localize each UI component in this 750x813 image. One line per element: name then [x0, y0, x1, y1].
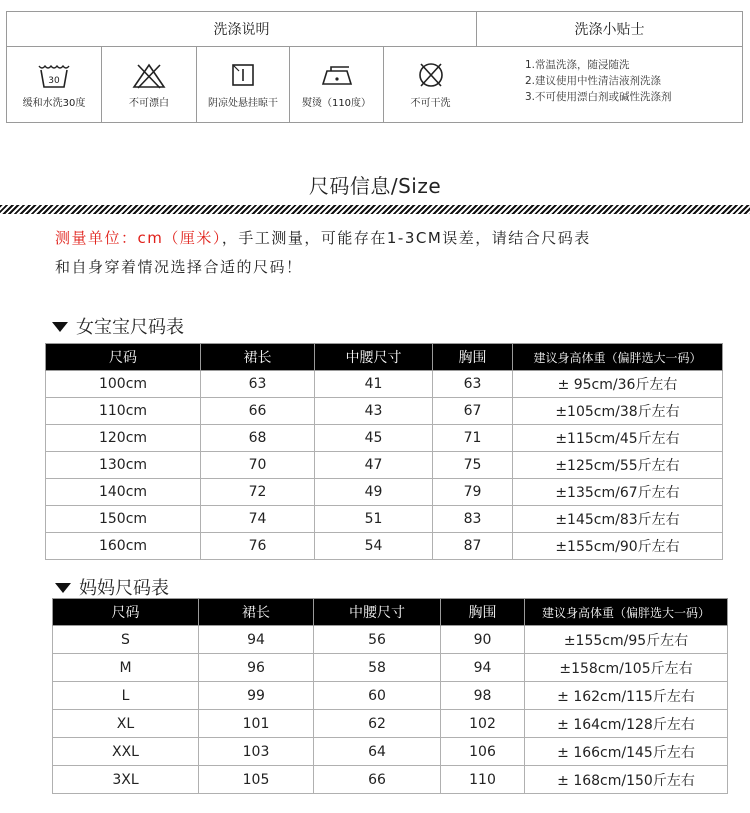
- table-header-row: [46, 344, 723, 371]
- table-cell: 71: [433, 425, 513, 452]
- table-cell: M: [53, 654, 199, 682]
- table-header-row: [53, 599, 728, 626]
- mom-size-table: [52, 598, 728, 794]
- size-info-title: 尺码信息/Size: [308, 174, 442, 198]
- no-dry-clean-icon: [413, 61, 449, 89]
- table-row: [53, 710, 728, 738]
- table-cell: 72: [201, 479, 315, 506]
- hang-dry-shade-icon: [225, 61, 261, 89]
- table-row: [53, 626, 728, 654]
- hatch-divider: [0, 205, 750, 214]
- table-row: [46, 398, 723, 425]
- care-tip: 1.常温洗涤，随浸随洗: [525, 59, 630, 71]
- col-header-recommend: 建议身高体重（偏胖选大一码）: [525, 599, 728, 626]
- table-cell: 76: [201, 533, 315, 560]
- table-cell: ± 164cm/128斤左右: [525, 710, 728, 738]
- table-cell: ± 168cm/150斤左右: [525, 766, 728, 794]
- table-row: [46, 425, 723, 452]
- care-header-left: 洗涤说明: [7, 12, 477, 47]
- care-cell-dryclean: [384, 47, 477, 122]
- table-cell: 67: [433, 398, 513, 425]
- table-cell: ± 166cm/145斤左右: [525, 738, 728, 766]
- mom-table-body: [53, 626, 728, 794]
- table-cell: 64: [314, 738, 441, 766]
- table-row: [46, 506, 723, 533]
- table-cell: ±125cm/55斤左右: [513, 452, 723, 479]
- iron-icon: [319, 61, 355, 89]
- table-cell: ±155cm/95斤左右: [525, 626, 728, 654]
- care-tips: [477, 47, 742, 122]
- col-header-waist: 中腰尺寸: [315, 344, 433, 371]
- table-cell: 94: [441, 654, 525, 682]
- col-header-size: 尺码: [53, 599, 199, 626]
- table-cell: 90: [441, 626, 525, 654]
- table-row: [53, 766, 728, 794]
- table-cell: 98: [441, 682, 525, 710]
- table-cell: 68: [201, 425, 315, 452]
- care-label-iron: 熨烫（110度）: [301, 97, 372, 109]
- table-cell: 106: [441, 738, 525, 766]
- table-cell: 103: [199, 738, 314, 766]
- mom-table-heading: [55, 574, 169, 600]
- care-instructions-table: [6, 11, 743, 123]
- svg-text:30: 30: [48, 75, 60, 86]
- care-header-right: 洗涤小贴士: [477, 12, 742, 47]
- table-cell: 45: [315, 425, 433, 452]
- table-cell: 79: [433, 479, 513, 506]
- care-tip: 2.建议使用中性清洁液剂洗涤: [525, 75, 662, 87]
- col-header-chest: 胸围: [433, 344, 513, 371]
- wash-30-icon: [36, 61, 72, 89]
- table-cell: 120cm: [46, 425, 201, 452]
- table-cell: 66: [201, 398, 315, 425]
- table-cell: 70: [201, 452, 315, 479]
- table-cell: ±115cm/45斤左右: [513, 425, 723, 452]
- care-cell-iron: [290, 47, 384, 122]
- care-cell-wash: [7, 47, 102, 122]
- table-cell: 62: [314, 710, 441, 738]
- table-row: [46, 479, 723, 506]
- col-header-chest: 胸围: [441, 599, 525, 626]
- care-cell-dry: [197, 47, 290, 122]
- table-cell: 130cm: [46, 452, 201, 479]
- table-row: [46, 452, 723, 479]
- table-cell: 54: [315, 533, 433, 560]
- table-cell: 63: [201, 371, 315, 398]
- table-cell: 102: [441, 710, 525, 738]
- table-cell: 140cm: [46, 479, 201, 506]
- care-label-dryclean: 不可干洗: [410, 97, 451, 109]
- measurement-note-line2: 和自身穿着情况选择合适的尺码！: [55, 258, 303, 276]
- measurement-note: [55, 224, 591, 282]
- girl-size-table: [45, 343, 723, 560]
- table-cell: 60: [314, 682, 441, 710]
- table-cell: 96: [199, 654, 314, 682]
- table-cell: 105: [199, 766, 314, 794]
- table-cell: 110: [441, 766, 525, 794]
- measurement-note-line1: ，手工测量，可能存在1-3CM误差，请结合尺码表: [221, 229, 591, 247]
- table-cell: 75: [433, 452, 513, 479]
- table-row: [53, 654, 728, 682]
- table-cell: 150cm: [46, 506, 201, 533]
- table-cell: 101: [199, 710, 314, 738]
- table-cell: ±155cm/90斤左右: [513, 533, 723, 560]
- girl-table-title: 女宝宝尺码表: [76, 317, 184, 338]
- table-cell: 58: [314, 654, 441, 682]
- table-row: [46, 533, 723, 560]
- table-row: [53, 738, 728, 766]
- triangle-down-icon: [52, 322, 68, 332]
- table-cell: 87: [433, 533, 513, 560]
- table-cell: 56: [314, 626, 441, 654]
- girl-table-heading: [52, 313, 184, 339]
- girl-table-body: [46, 371, 723, 560]
- table-cell: ± 95cm/36斤左右: [513, 371, 723, 398]
- table-cell: 3XL: [53, 766, 199, 794]
- col-header-size: 尺码: [46, 344, 201, 371]
- table-cell: 83: [433, 506, 513, 533]
- table-cell: 74: [201, 506, 315, 533]
- table-cell: 49: [315, 479, 433, 506]
- no-bleach-icon: [131, 61, 167, 89]
- table-cell: 41: [315, 371, 433, 398]
- care-label-wash: 缓和水洗30度: [22, 97, 86, 109]
- table-cell: S: [53, 626, 199, 654]
- table-cell: 110cm: [46, 398, 201, 425]
- care-label-bleach: 不可漂白: [129, 97, 169, 109]
- col-header-length: 裙长: [201, 344, 315, 371]
- table-cell: ±158cm/105斤左右: [525, 654, 728, 682]
- care-label-dry: 阴凉处悬挂晾干: [208, 97, 278, 109]
- table-cell: 43: [315, 398, 433, 425]
- table-cell: ±105cm/38斤左右: [513, 398, 723, 425]
- table-cell: 66: [314, 766, 441, 794]
- mom-table-title: 妈妈尺码表: [79, 578, 169, 599]
- table-row: [53, 682, 728, 710]
- col-header-waist: 中腰尺寸: [314, 599, 441, 626]
- table-cell: XXL: [53, 738, 199, 766]
- table-cell: 94: [199, 626, 314, 654]
- col-header-length: 裙长: [199, 599, 314, 626]
- care-icons-row: [7, 47, 477, 122]
- table-cell: ±145cm/83斤左右: [513, 506, 723, 533]
- triangle-down-icon: [55, 583, 71, 593]
- table-cell: 47: [315, 452, 433, 479]
- measurement-unit: 测量单位：cm（厘米）: [55, 229, 222, 247]
- care-tip: 3.不可使用漂白剂或碱性洗涤剂: [525, 91, 672, 103]
- table-cell: 99: [199, 682, 314, 710]
- table-cell: 51: [315, 506, 433, 533]
- table-cell: 63: [433, 371, 513, 398]
- table-cell: 100cm: [46, 371, 201, 398]
- table-cell: ± 162cm/115斤左右: [525, 682, 728, 710]
- table-cell: 160cm: [46, 533, 201, 560]
- col-header-recommend: 建议身高体重（偏胖选大一码）: [513, 344, 723, 371]
- table-cell: L: [53, 682, 199, 710]
- care-cell-bleach: [102, 47, 197, 122]
- table-cell: XL: [53, 710, 199, 738]
- table-row: [46, 371, 723, 398]
- table-cell: ±135cm/67斤左右: [513, 479, 723, 506]
